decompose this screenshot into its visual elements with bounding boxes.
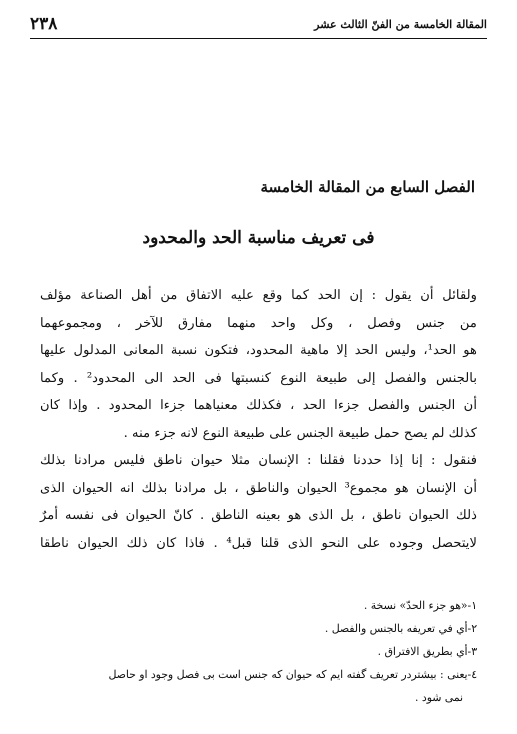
- footnote: ٢-أي في تعريفه بالجنس والفصل .: [324, 622, 477, 635]
- footnote: ١-«هو جزء الحدّ» نسخة .: [363, 599, 477, 612]
- text-line: هو الحد¹، وليس الحد إلا ماهية المحدود، فتكون نسبة المعانى المدلول عليها: [40, 343, 478, 358]
- text-line: أن الإنسان هو مجموع³ الحيوان والناطق ، بل مرادنا بذلك انه الحيوان الذى: [40, 480, 477, 496]
- footnote-continuation: نمى شود .: [415, 691, 463, 704]
- text-line: من جنس وفصل ، وكل واحد منهما مفارق للآخر ، ومجموعهما: [40, 315, 477, 331]
- text-line: فنقول : إنا إذا حددنا فقلنا : الإنسان مثلا حيوان ناطق فليس مرادنا بذلك: [40, 453, 477, 468]
- text-line: أن الجنس والفصل جزءا الحد ، فكذلك معنياهما جزءا المحدود . وإذا كان: [40, 398, 477, 413]
- footnote: ٤-يعنى : بيشتردر تعريف گفته ايم كه حيوان كه جنس است بى فصل وجود او حاصل: [108, 668, 477, 681]
- page-number: ٢٣٨: [30, 14, 58, 34]
- text-line: ذلك الحيوان ناطق ، بل الذى هو بعينه الناطق . كانّ الحيوان فى نفسه أمرٌ: [40, 508, 477, 523]
- header-rule: [30, 38, 487, 39]
- body-text: [40, 282, 477, 557]
- page-header: [30, 14, 487, 40]
- text-line: لايتحصل وجوده على النحو الذى قلنا قبل⁴ . فاذا كان ذلك الحيوان ناطقا: [40, 535, 477, 551]
- text-line: بالجنس والفصل إلى طبيعة النوع كنسبتها فى الحد الى المحدود² . وكما: [40, 370, 477, 386]
- running-title: المقالة الخامسة من الفنّ الثالث عشر: [314, 18, 487, 31]
- footnotes: [40, 594, 477, 709]
- footnote: ٣-أي بطريق الافتراق .: [377, 645, 477, 658]
- chapter-title: فى تعريف مناسبة الحد والمحدود: [142, 228, 375, 248]
- section-title: الفصل السابع من المقالة الخامسة: [260, 178, 475, 196]
- text-line: كذلك لم يصح حمل طبيعة الجنس على طبيعة النوع لانه جزء منه .: [123, 425, 477, 441]
- text-line: ولقائل أن يقول : إن الحد كما وقع عليه الاتفاق من أهل الصناعة مؤلف: [40, 288, 477, 303]
